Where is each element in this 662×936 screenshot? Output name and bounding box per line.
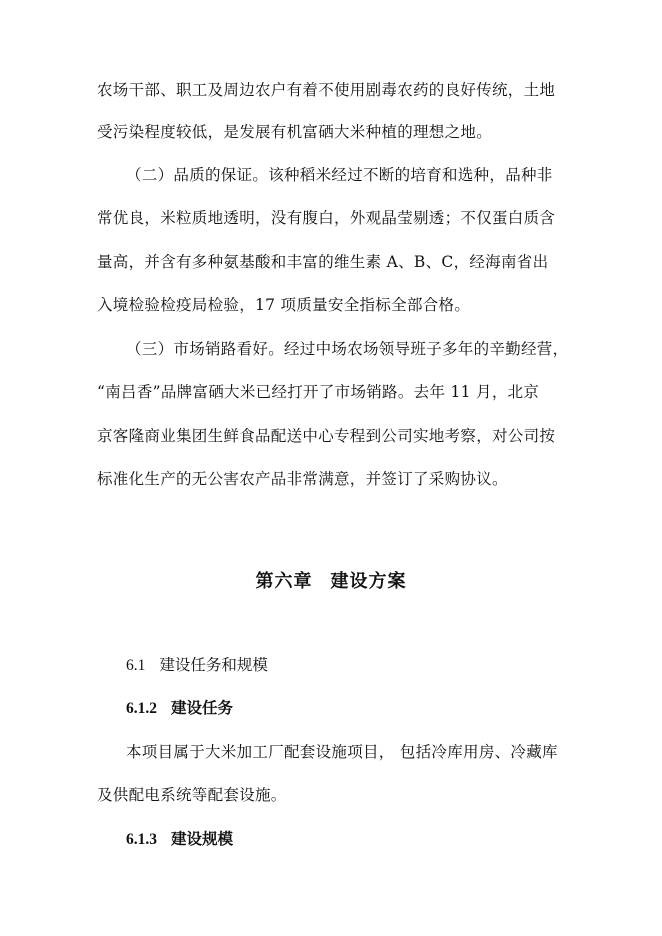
chapter-title: 建设方案 [330, 571, 407, 592]
body-line-7: （三）市场销路看好。经过中场农场领导班子多年的辛勤经营， [126, 340, 569, 358]
section-number: 6.1 [126, 657, 146, 674]
section-6-1-2-heading [126, 698, 233, 719]
body-line-1: 农场干部、职工及周边农户有着不使用剧毒农药的良好传统，土地 [97, 81, 556, 99]
section-number: 6.1.3 [126, 831, 157, 848]
section-title: 建设任务 [171, 699, 234, 717]
body-line-8: “南吕香”品牌富硒大米已经打开了市场销路。去年 11 月，北京 [97, 383, 540, 401]
chapter-number: 第六章 [255, 571, 313, 592]
section-title: 建设任务和规模 [159, 656, 268, 674]
body-line-3: （二）品质的保证。该种稻米经过不断的培育和选种，品种非 [126, 166, 553, 184]
body-line-4: 常优良，米粒质地透明，没有腹白，外观晶莹剔透；不仅蛋白质含 [97, 209, 556, 227]
section-6-1-3-heading [126, 829, 233, 850]
section-6-1-2-line-2: 及供配电系统等配套设施。 [97, 786, 287, 804]
body-line-10: 标准化生产的无公害农产品非常满意，并签订了采购协议。 [97, 470, 508, 488]
section-6-1-2-line-1: 本项目属于大米加工厂配套设施项目， 包括冷库用房、冷藏库 [126, 743, 558, 761]
body-line-9: 京客隆商业集团生鲜食品配送中心专程到公司实地考察，对公司按 [97, 427, 556, 445]
body-line-2: 受污染程度较低，是发展有机富硒大米种植的理想之地。 [97, 123, 493, 141]
body-line-5: 量高，并含有多种氨基酸和丰富的维生素 A、B、C，经海南省出 [97, 253, 549, 271]
body-line-6: 入境检验检疫局检验，17 项质量安全指标全部合格。 [97, 296, 471, 314]
section-number: 6.1.2 [126, 700, 157, 717]
section-title: 建设规模 [171, 830, 234, 848]
chapter-heading [0, 567, 662, 593]
section-6-1-heading [126, 655, 268, 676]
